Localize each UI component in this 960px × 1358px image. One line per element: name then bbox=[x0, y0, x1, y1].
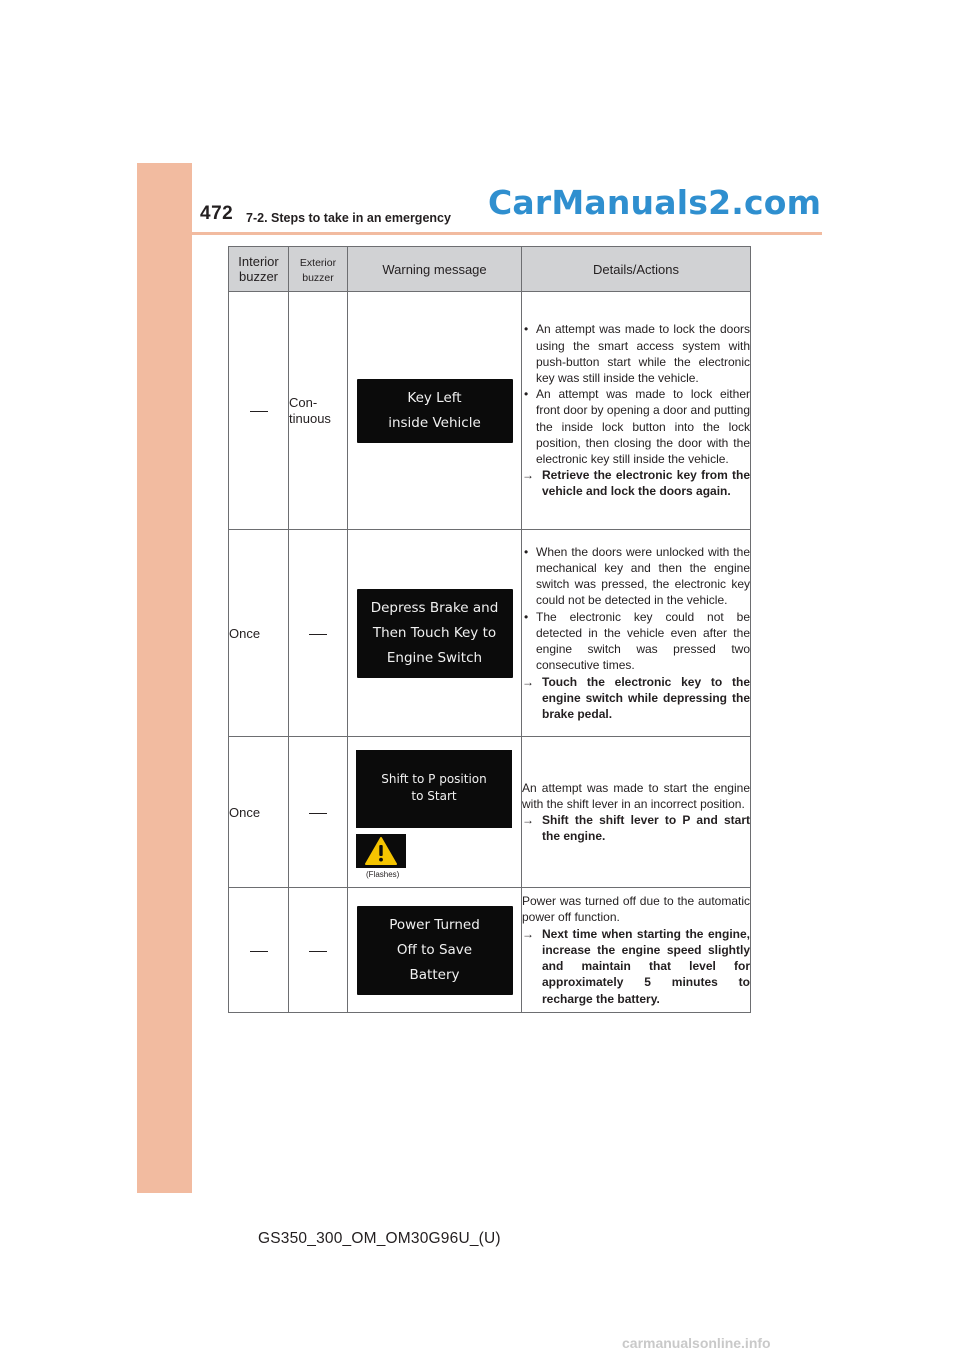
chapter-sidebar-tab bbox=[137, 163, 192, 1193]
warning-message-cell bbox=[348, 737, 522, 888]
interior-buzzer-cell bbox=[229, 292, 289, 530]
none-dash bbox=[309, 813, 327, 814]
list-item: • When the doors were unlocked with the mechanical key and then the engine switch was pressed, the electronic key could not be detected in the vehicle. bbox=[522, 544, 750, 609]
details-cell bbox=[522, 888, 751, 1013]
watermark-top: CarManuals2.com bbox=[488, 183, 822, 222]
table-row bbox=[229, 737, 751, 888]
none-dash bbox=[250, 411, 268, 412]
list-item: • An attempt was made to lock either front door by opening a door and putting the inside lock button into the lock position, then closing the door with the electronic key still inside the vehicle. bbox=[522, 386, 750, 467]
action-text: → Next time when starting the engine, increase the engine speed slightly and maintain that level for approximately 5 minutes to recharge the battery. bbox=[522, 926, 750, 1007]
warning-message-table bbox=[228, 246, 751, 1013]
interior-buzzer-cell: Once bbox=[229, 737, 289, 888]
table-row bbox=[229, 530, 751, 737]
details-cell bbox=[522, 530, 751, 737]
description-text: An attempt was made to start the engine with the shift lever in an incorrect position. bbox=[522, 780, 750, 811]
warning-message-cell bbox=[348, 888, 522, 1013]
table-row bbox=[229, 292, 751, 530]
interior-buzzer-cell bbox=[229, 888, 289, 1013]
col-exterior-buzzer: Exterior buzzer bbox=[289, 247, 348, 292]
exterior-buzzer-cell bbox=[289, 737, 348, 888]
none-dash bbox=[250, 951, 268, 952]
list-item: • The electronic key could not be detected in the vehicle even after the engine switch was pressed two consecutive times. bbox=[522, 609, 750, 674]
col-details-actions: Details/Actions bbox=[522, 247, 751, 292]
action-text: → Touch the electronic key to the engine switch while depressing the brake pedal. bbox=[522, 674, 750, 723]
manual-code: GS350_300_OM_OM30G96U_(U) bbox=[258, 1230, 501, 1247]
table-row bbox=[229, 888, 751, 1013]
none-dash bbox=[309, 951, 327, 952]
exterior-buzzer-cell bbox=[289, 530, 348, 737]
warning-message-cell bbox=[348, 530, 522, 737]
details-cell bbox=[522, 292, 751, 530]
action-text: → Shift the shift lever to P and start the engine. bbox=[522, 812, 750, 844]
warning-triangle-icon bbox=[364, 836, 398, 866]
description-text: Power was turned off due to the automatic power off function. bbox=[522, 894, 750, 925]
warning-message-cell bbox=[348, 292, 522, 530]
indicator-caption: (Flashes) bbox=[366, 869, 400, 879]
table-header-row bbox=[229, 247, 751, 292]
page-number: 472 bbox=[200, 203, 234, 224]
display-screen: Depress Brake and Then Touch Key to Engine Switch bbox=[357, 589, 513, 678]
warning-indicator bbox=[356, 834, 406, 868]
display-screen: Key Left inside Vehicle bbox=[357, 379, 513, 443]
header-rule bbox=[192, 232, 822, 235]
col-warning-message: Warning message bbox=[348, 247, 522, 292]
display-screen: Shift to P position to Start bbox=[356, 750, 512, 828]
details-cell bbox=[522, 737, 751, 888]
interior-buzzer-cell: Once bbox=[229, 530, 289, 737]
exterior-buzzer-cell bbox=[289, 888, 348, 1013]
display-screen: Power Turned Off to Save Battery bbox=[357, 906, 513, 995]
list-item: • An attempt was made to lock the doors using the smart access system with push-button start while the electronic key was still inside the vehicle. bbox=[522, 321, 750, 386]
watermark-bottom: carmanualsonline.info bbox=[622, 1335, 771, 1351]
exterior-buzzer-cell: Con- tinuous bbox=[289, 292, 348, 530]
section-title: 7-2. Steps to take in an emergency bbox=[246, 211, 451, 225]
action-text: → Retrieve the electronic key from the vehicle and lock the doors again. bbox=[522, 467, 750, 499]
col-interior-buzzer: Interior buzzer bbox=[229, 247, 289, 292]
none-dash bbox=[309, 634, 327, 635]
